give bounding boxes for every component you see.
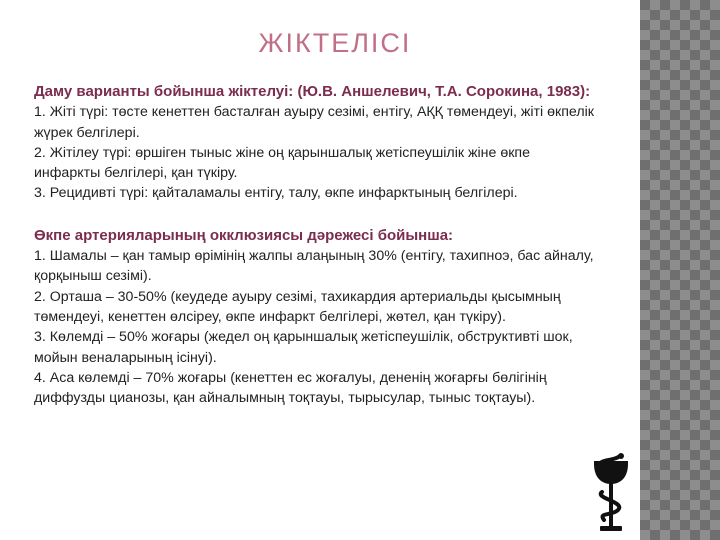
caduceus-icon — [590, 452, 632, 534]
slide-content — [34, 82, 594, 408]
section1-item-1: 1. Жіті түрі: төсте кенеттен басталған ауыру сезімі, ентігу, АҚҚ төмендеуі, жіті өкпелік жүрек белгілері. — [34, 104, 594, 141]
section2-item-3: 3. Көлемді – 50% жоғары (жедел оң қарыншалық жетіспеушілік, обструктивті шок, мойын веналарының ісінуі). — [34, 329, 573, 366]
slide-title: ЖІКТЕЛІСІ — [258, 28, 412, 58]
section-spacer — [34, 204, 594, 226]
section1-heading: Даму варианты бойынша жіктелуі: (Ю.В. Аншелевич, Т.А. Сорокина, 1983): — [34, 83, 591, 100]
decorative-pattern-sidebar — [640, 0, 720, 540]
section2-heading: Өкпе артерияларының окклюзиясы дәрежесі бойынша: — [34, 226, 454, 244]
section1-item-3: 3. Рецидивті түрі: қайталамалы ентігу, талу, өкпе инфарктының белгілері. — [34, 185, 518, 202]
section2-item-1: 1. Шамалы – қан тамыр өрімінің жалпы алаңының 30% (ентігу, тахипноэ, бас айналу, қорқыныш сезімі). — [34, 248, 594, 285]
section2-item-4: 4. Аса көлемді – 70% жоғары (кенеттен ес жоғалуы, дененің жоғарғы бөлігінің диффузды цианозы, қан айналымның тоқтауы, тырысулар, тыныс тоқтауы). — [34, 369, 547, 407]
section2-item-2: 2. Орташа – 30-50% (кеудеде ауыру сезімі, тахикардия артериальды қысымның төмендеуі, кенеттен өлсіреу, өкпе инфаркт белгілері, жөтел, қан түкіру). — [34, 288, 561, 325]
section1-item-2: 2. Жітілеу түрі: өршіген тыныс жіне оң қарыншалық жетіспеушілік жіне өкпе инфаркты белгілері, қан түкіру. — [34, 144, 530, 182]
